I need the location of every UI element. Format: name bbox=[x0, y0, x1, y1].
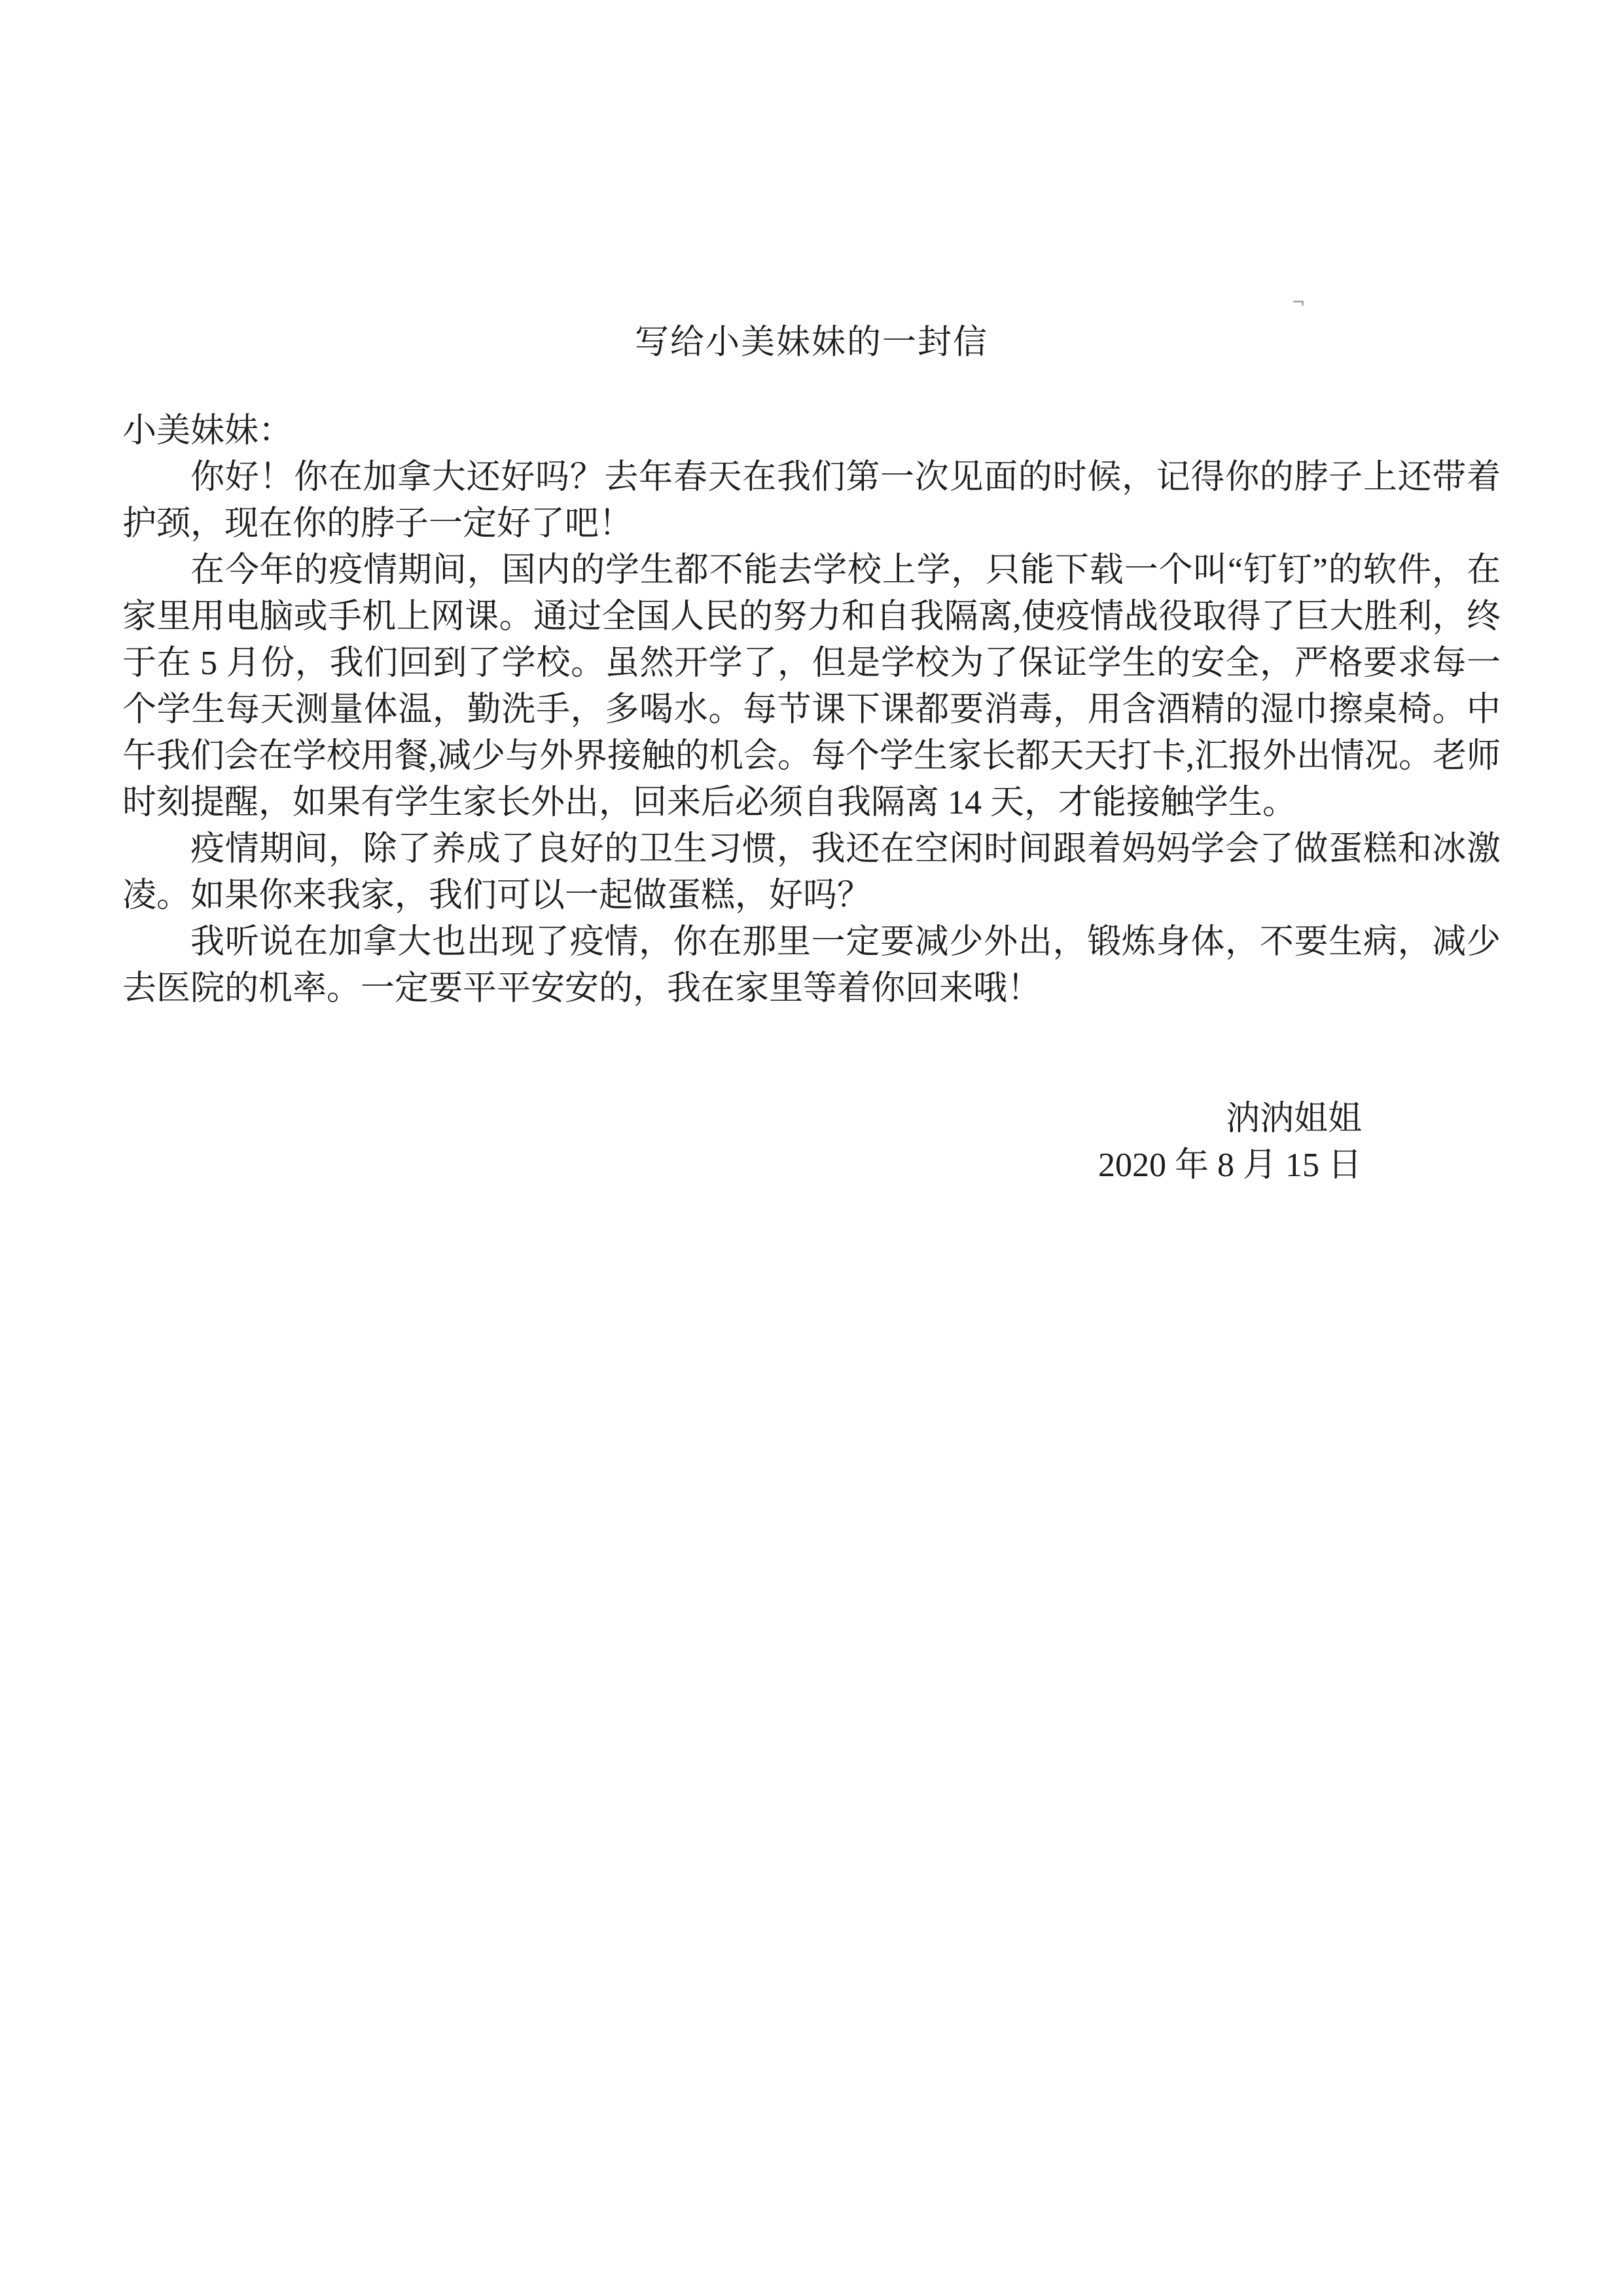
letter-paragraph-2: 在今年的疫情期间，国内的学生都不能去学校上学，只能下载一个叫“钉钉”的软件，在家里用电脑或手机上网课。通过全国人民的努力和自我隔离,使疫情战役取得了巨大胜利，终于在 5 月份，我们回到了学校。虽然开学了，但是学校为了保证学生的安全，严格要求每一个学生每天测量体温，勤洗手，多喝水。每节课下课都要消毒，用含酒精的湿巾擦桌椅。中午我们会在学校用餐,减少与外界接触的机会。每个学生家长都天天打卡,汇报外出情况。老师时刻提醒，如果有学生家长外出，回来后必须自我隔离 14 天，才能接触学生。 bbox=[122, 552, 1501, 821]
letter-date: 2020 年 8 月 15 日 bbox=[1097, 1147, 1362, 1184]
letter-paragraph-3: 疫情期间，除了养成了良好的卫生习惯，我还在空闲时间跟着妈妈学会了做蛋糕和冰激凌。如果你来我家，我们可以一起做蛋糕，好吗？ bbox=[122, 831, 1501, 914]
letter-paragraph-4: 我听说在加拿大也出现了疫情，你在那里一定要减少外出，锻炼身体，不要生病，减少去医院的机率。一定要平平安安的，我在家里等着你回来哦！ bbox=[122, 924, 1501, 1007]
letter-salutation: 小美妹妹： bbox=[122, 412, 293, 450]
letter-closing bbox=[122, 1096, 1501, 1189]
letter-signature: 汭汭姐姐 bbox=[1225, 1100, 1362, 1138]
stray-margin-mark-icon: ¬ bbox=[1293, 291, 1305, 314]
letter-body bbox=[122, 319, 1501, 1189]
letter-paragraph-1: 你好！你在加拿大还好吗？去年春天在我们第一次见面的时候，记得你的脖子上还带着护颈，现在你的脖子一定好了吧！ bbox=[122, 459, 1501, 543]
letter-title: 写给小美妹妹的一封信 bbox=[634, 324, 988, 361]
